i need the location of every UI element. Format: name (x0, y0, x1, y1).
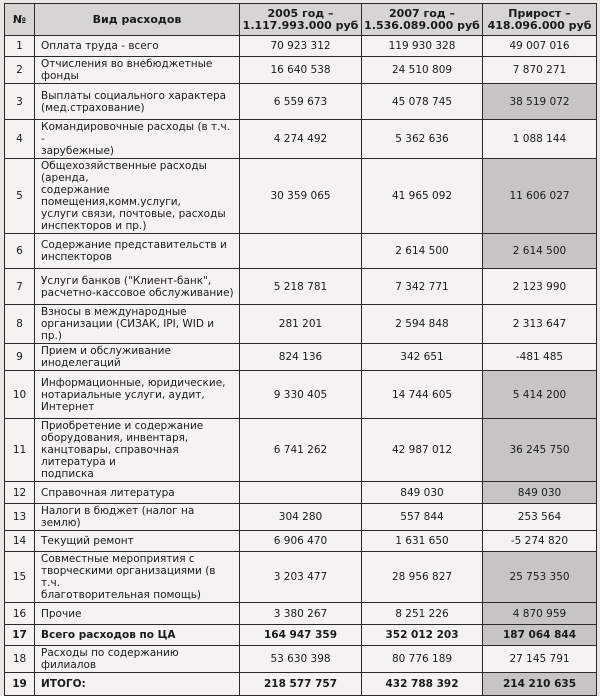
row-number: 5 (5, 159, 35, 234)
expense-name-line: творческими организациями (в т.ч. (41, 565, 216, 589)
expense-name (35, 504, 240, 531)
value-growth: 4 870 959 (483, 603, 597, 625)
table-row (5, 84, 597, 120)
table-row (5, 504, 597, 531)
value-growth: 36 245 750 (483, 419, 597, 482)
value-2007: 14 744 605 (362, 371, 483, 419)
expense-name-line: инспекторов и пр.) (41, 220, 147, 232)
header-2005-line1: 2005 год – (267, 6, 334, 20)
expense-name (35, 84, 240, 120)
expense-name-line: Прием и обслуживание иноделегаций (41, 345, 171, 369)
row-number: 9 (5, 344, 35, 371)
expense-name (35, 419, 240, 482)
value-2007: 119 930 328 (362, 36, 483, 57)
header-2007-line1: 2007 год – (389, 6, 455, 20)
expense-name (35, 552, 240, 603)
expense-name-line: Оплата труда - всего (41, 40, 159, 52)
table-row (5, 344, 597, 371)
header-2005-line2: 1.117.993.000 руб (242, 18, 359, 32)
value-2005: 9 330 405 (240, 371, 362, 419)
value-2007: 8 251 226 (362, 603, 483, 625)
expenses-table (4, 3, 597, 696)
expense-name (35, 673, 240, 696)
table-row (5, 305, 597, 344)
expense-name-line: подписка (41, 468, 94, 480)
header-2005 (240, 4, 362, 36)
expense-name-line: инспекторов (41, 251, 112, 263)
expense-name-line: Информационные, юридические, (41, 376, 226, 389)
value-2005: 218 577 757 (240, 673, 362, 696)
expense-name-line: услуги связи, почтовые, расходы (41, 208, 226, 220)
row-number: 10 (5, 371, 35, 419)
table-row (5, 625, 597, 646)
expense-name-line: организации (СИЗАК, IPI, WID и пр.) (41, 318, 215, 342)
expense-name-line: Выплаты социального характера (41, 89, 227, 102)
expense-name (35, 482, 240, 504)
expense-name-line: Отчисления во внебюджетные фонды (41, 58, 213, 82)
row-number: 17 (5, 625, 35, 646)
value-2007: 7 342 771 (362, 269, 483, 305)
row-number: 18 (5, 646, 35, 673)
value-2007: 42 987 012 (362, 419, 483, 482)
value-2007: 1 631 650 (362, 531, 483, 552)
table-row (5, 159, 597, 234)
row-number: 15 (5, 552, 35, 603)
expense-name (35, 120, 240, 159)
value-2007: 24 510 809 (362, 57, 483, 84)
expense-name (35, 159, 240, 234)
expense-name-line: Взносы в международные (41, 306, 187, 318)
row-number: 4 (5, 120, 35, 159)
value-2005: 6 906 470 (240, 531, 362, 552)
expense-name-line: благотворительная помощь) (41, 589, 202, 601)
value-2005: 3 380 267 (240, 603, 362, 625)
expense-name (35, 371, 240, 419)
table-row (5, 269, 597, 305)
expense-name-line: нотариальные услуги, аудит, (41, 388, 205, 401)
expense-name-line: зарубежные) (41, 145, 115, 157)
table-row (5, 419, 597, 482)
value-2007: 432 788 392 (362, 673, 483, 696)
table-row (5, 57, 597, 84)
value-growth: 253 564 (483, 504, 597, 531)
expense-name (35, 36, 240, 57)
value-growth: -481 485 (483, 344, 597, 371)
value-2007: 557 844 (362, 504, 483, 531)
expense-name (35, 531, 240, 552)
row-number: 2 (5, 57, 35, 84)
table-row (5, 673, 597, 696)
value-growth: 38 519 072 (483, 84, 597, 120)
value-2005: 164 947 359 (240, 625, 362, 646)
expense-name (35, 603, 240, 625)
value-growth: 849 030 (483, 482, 597, 504)
value-2007: 352 012 203 (362, 625, 483, 646)
value-growth: -5 274 820 (483, 531, 597, 552)
expense-name-line: Общехозяйственные расходы (аренда, (41, 160, 207, 184)
value-growth: 49 007 016 (483, 36, 597, 57)
value-growth: 214 210 635 (483, 673, 597, 696)
expense-name-line: Справочная литература (41, 486, 175, 499)
value-2005: 3 203 477 (240, 552, 362, 603)
row-number: 12 (5, 482, 35, 504)
expense-name (35, 269, 240, 305)
value-growth: 2 614 500 (483, 234, 597, 269)
expense-name (35, 57, 240, 84)
expense-name-line: Командировочные расходы (в т.ч. - (41, 121, 231, 145)
row-number: 1 (5, 36, 35, 57)
table-row (5, 120, 597, 159)
value-2005 (240, 234, 362, 269)
expense-name-line: Всего расходов по ЦА (41, 629, 176, 641)
row-number: 8 (5, 305, 35, 344)
expense-name (35, 234, 240, 269)
value-2007: 2 614 500 (362, 234, 483, 269)
table-row (5, 36, 597, 57)
expense-name (35, 305, 240, 344)
header-row (5, 4, 597, 36)
expense-name-line: расчетно-кассовое обслуживание) (41, 286, 234, 299)
value-2005: 30 359 065 (240, 159, 362, 234)
value-2007: 45 078 745 (362, 84, 483, 120)
header-number: № (5, 4, 35, 36)
value-2005: 5 218 781 (240, 269, 362, 305)
header-2007-line2: 1.536.089.000 руб (364, 18, 480, 32)
row-number: 13 (5, 504, 35, 531)
value-2005: 304 280 (240, 504, 362, 531)
row-number: 14 (5, 531, 35, 552)
expense-name-line: Текущий ремонт (41, 535, 134, 547)
value-growth: 27 145 791 (483, 646, 597, 673)
header-growth (483, 4, 597, 36)
value-2005: 824 136 (240, 344, 362, 371)
value-growth: 2 123 990 (483, 269, 597, 305)
value-2007: 5 362 636 (362, 120, 483, 159)
value-2007: 2 594 848 (362, 305, 483, 344)
value-growth: 11 606 027 (483, 159, 597, 234)
table-row (5, 552, 597, 603)
value-growth: 2 313 647 (483, 305, 597, 344)
expense-name-line: содержание помещения,комм.услуги, (41, 184, 181, 208)
value-2007: 80 776 189 (362, 646, 483, 673)
value-growth: 1 088 144 (483, 120, 597, 159)
expense-name-line: Совместные мероприятия с (41, 553, 195, 565)
value-2007: 849 030 (362, 482, 483, 504)
expense-name-line: Расходы по содержанию филиалов (41, 647, 179, 671)
expense-name-line: Содержание представительств и (41, 239, 227, 251)
row-number: 16 (5, 603, 35, 625)
row-number: 3 (5, 84, 35, 120)
value-growth: 5 414 200 (483, 371, 597, 419)
value-2005: 16 640 538 (240, 57, 362, 84)
expense-name-line: ИТОГО: (41, 678, 86, 690)
expense-name-line: Прочие (41, 607, 82, 620)
value-growth: 187 064 844 (483, 625, 597, 646)
row-number: 6 (5, 234, 35, 269)
expense-name (35, 625, 240, 646)
table-row (5, 603, 597, 625)
value-2005: 53 630 398 (240, 646, 362, 673)
value-2005 (240, 482, 362, 504)
expense-name-line: Интернет (41, 400, 95, 413)
table-row (5, 371, 597, 419)
row-number: 7 (5, 269, 35, 305)
value-growth: 7 870 271 (483, 57, 597, 84)
value-2007: 342 651 (362, 344, 483, 371)
header-2007 (362, 4, 483, 36)
value-growth: 25 753 350 (483, 552, 597, 603)
value-2005: 70 923 312 (240, 36, 362, 57)
header-growth-line1: Прирост – (508, 6, 571, 20)
expense-name-line: Приобретение и содержание (41, 420, 204, 432)
table-body (5, 36, 597, 696)
expense-name (35, 646, 240, 673)
table-row (5, 482, 597, 504)
value-2005: 6 559 673 (240, 84, 362, 120)
expense-name-line: Услуги банков ("Клиент-банк", (41, 274, 212, 287)
value-2007: 41 965 092 (362, 159, 483, 234)
expense-name-line: Налоги в бюджет (налог на землю) (41, 505, 195, 529)
table-row (5, 234, 597, 269)
header-expense-type: Вид расходов (35, 4, 240, 36)
table-row (5, 531, 597, 552)
expense-name-line: оборудования, инвентаря, (41, 432, 189, 444)
value-2007: 28 956 827 (362, 552, 483, 603)
expense-name (35, 344, 240, 371)
row-number: 19 (5, 673, 35, 696)
value-2005: 6 741 262 (240, 419, 362, 482)
header-growth-line2: 418.096.000 руб (487, 18, 592, 32)
expense-name-line: (мед.страхование) (41, 101, 145, 114)
value-2005: 4 274 492 (240, 120, 362, 159)
row-number: 11 (5, 419, 35, 482)
table-row (5, 646, 597, 673)
value-2005: 281 201 (240, 305, 362, 344)
expense-name-line: канцтовары, справочная литература и (41, 444, 179, 468)
